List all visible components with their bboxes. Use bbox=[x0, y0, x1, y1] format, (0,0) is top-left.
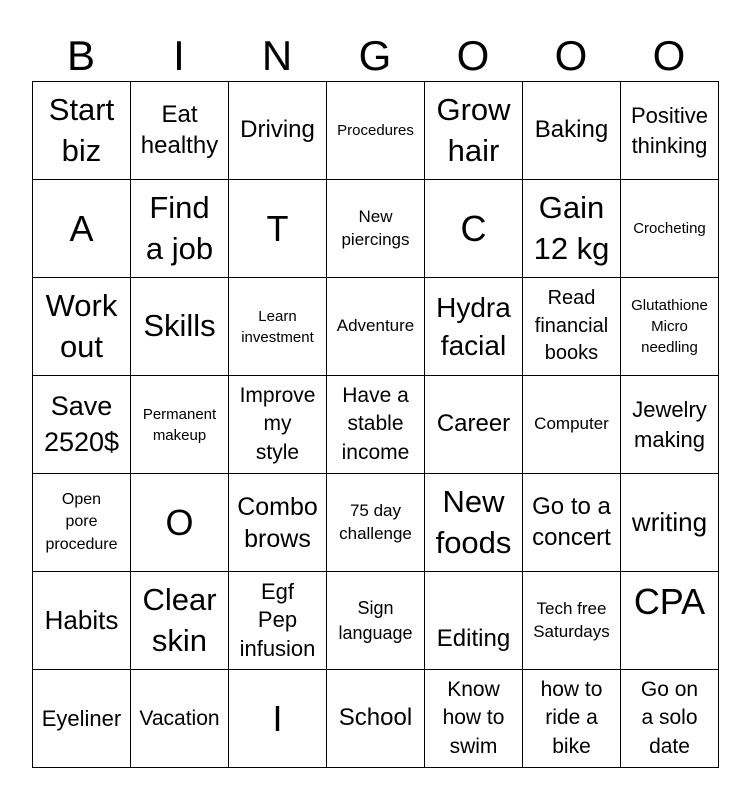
cell-text: Combo brows bbox=[237, 492, 318, 553]
bingo-cell bbox=[425, 572, 523, 670]
cell-text: T bbox=[266, 207, 289, 249]
bingo-cell bbox=[621, 572, 719, 670]
bingo-cell bbox=[425, 82, 523, 180]
cell-text: School bbox=[338, 704, 413, 732]
cell-text: Adventure bbox=[336, 316, 415, 336]
cell-text: I bbox=[272, 697, 283, 739]
bingo-cell bbox=[229, 180, 327, 278]
bingo-cell bbox=[425, 180, 523, 278]
cell-text: Eat healthy bbox=[140, 100, 219, 159]
bingo-cell bbox=[327, 278, 425, 376]
header-letter-b: B bbox=[66, 32, 95, 79]
bingo-cell bbox=[33, 180, 131, 278]
cell-text: Have a stable income bbox=[341, 383, 410, 464]
cell-text: Jewelry making bbox=[632, 397, 707, 452]
bingo-grid bbox=[32, 81, 719, 768]
header-letter-n: N bbox=[261, 32, 293, 79]
bingo-cell bbox=[621, 670, 719, 768]
bingo-cell bbox=[131, 670, 229, 768]
bingo-cell bbox=[523, 376, 621, 474]
cell-text: O bbox=[165, 501, 194, 543]
cell-text: Driving bbox=[240, 116, 315, 144]
bingo-cell bbox=[131, 572, 229, 670]
header-letter-i: I bbox=[173, 32, 185, 79]
cell-text: Go on a solo date bbox=[640, 677, 699, 758]
cell-text: Career bbox=[436, 410, 511, 438]
bingo-cell bbox=[621, 82, 719, 180]
cell-text: Permanent makeup bbox=[142, 405, 217, 444]
bingo-cell bbox=[621, 474, 719, 572]
bingo-cell bbox=[327, 376, 425, 474]
cell-text: Find a job bbox=[145, 190, 214, 266]
cell-text: Hydra facial bbox=[436, 291, 511, 361]
header-letter-o1: O bbox=[456, 32, 490, 79]
bingo-cell bbox=[425, 376, 523, 474]
bingo-cell bbox=[523, 572, 621, 670]
header-letter-g: G bbox=[358, 32, 392, 79]
cell-text: Eyeliner bbox=[41, 705, 122, 731]
bingo-cell bbox=[523, 82, 621, 180]
bingo-cell bbox=[33, 376, 131, 474]
cell-text: Open pore procedure bbox=[45, 490, 118, 553]
cell-text: Gain 12 kg bbox=[533, 190, 610, 266]
bingo-cell bbox=[327, 670, 425, 768]
bingo-cell bbox=[229, 670, 327, 768]
bingo-cell bbox=[621, 278, 719, 376]
header-letter-o3: O bbox=[652, 32, 686, 79]
cell-text: Clear skin bbox=[142, 582, 217, 658]
cell-text: Start biz bbox=[48, 92, 115, 168]
cell-text: Crocheting bbox=[633, 220, 706, 237]
bingo-cell bbox=[33, 670, 131, 768]
cell-text: Learn investment bbox=[241, 307, 314, 346]
bingo-cell bbox=[229, 572, 327, 670]
bingo-cell bbox=[131, 376, 229, 474]
cell-text: Habits bbox=[44, 604, 119, 635]
bingo-cell bbox=[33, 82, 131, 180]
bingo-cell bbox=[327, 474, 425, 572]
cell-text: 75 day challenge bbox=[339, 500, 412, 543]
bingo-cell bbox=[327, 572, 425, 670]
cell-text: Procedures bbox=[337, 122, 414, 139]
bingo-cell bbox=[425, 278, 523, 376]
cell-text: Save 2520$ bbox=[43, 391, 120, 457]
bingo-cell bbox=[523, 180, 621, 278]
bingo-cell bbox=[327, 180, 425, 278]
cell-text: Computer bbox=[534, 414, 609, 434]
cell-text: New foods bbox=[435, 484, 512, 560]
bingo-cell bbox=[131, 278, 229, 376]
bingo-cell bbox=[33, 278, 131, 376]
bingo-cell bbox=[229, 376, 327, 474]
cell-text: Editing bbox=[436, 625, 511, 653]
bingo-cell bbox=[425, 670, 523, 768]
cell-text: Grow hair bbox=[436, 92, 511, 168]
bingo-cell bbox=[33, 474, 131, 572]
bingo-cell bbox=[131, 180, 229, 278]
bingo-cell bbox=[523, 474, 621, 572]
bingo-cell bbox=[229, 278, 327, 376]
cell-text: A bbox=[69, 207, 94, 249]
bingo-cell bbox=[621, 180, 719, 278]
cell-text: Vacation bbox=[139, 706, 220, 730]
cell-text: Read financial books bbox=[534, 287, 609, 365]
bingo-cell bbox=[33, 572, 131, 670]
cell-text: Tech free Saturdays bbox=[533, 598, 610, 641]
cell-text: CPA bbox=[633, 581, 706, 622]
cell-text: C bbox=[460, 207, 487, 249]
cell-text: Know how to swim bbox=[442, 677, 505, 758]
bingo-cell bbox=[327, 82, 425, 180]
cell-text: Glutathione Micro needling bbox=[631, 297, 708, 356]
cell-text: Work out bbox=[45, 288, 118, 364]
cell-text: Positive thinking bbox=[630, 103, 709, 158]
cell-text: Go to a concert bbox=[532, 492, 611, 551]
cell-text: Egf Pep infusion bbox=[239, 579, 316, 661]
header-letter-o2: O bbox=[554, 32, 588, 79]
bingo-cell bbox=[131, 82, 229, 180]
bingo-cell bbox=[229, 474, 327, 572]
cell-text: New piercings bbox=[341, 206, 410, 249]
cell-text: Improve my style bbox=[239, 383, 316, 464]
bingo-cell bbox=[523, 278, 621, 376]
bingo-cell bbox=[523, 670, 621, 768]
bingo-cell bbox=[131, 474, 229, 572]
cell-text: Sign language bbox=[338, 598, 413, 643]
bingo-cell bbox=[621, 376, 719, 474]
cell-text: Skills bbox=[143, 308, 216, 344]
cell-text: writing bbox=[631, 506, 708, 537]
cell-text: Baking bbox=[534, 116, 609, 144]
bingo-cell bbox=[229, 82, 327, 180]
bingo-cell bbox=[425, 474, 523, 572]
cell-text: how to ride a bike bbox=[540, 677, 603, 758]
